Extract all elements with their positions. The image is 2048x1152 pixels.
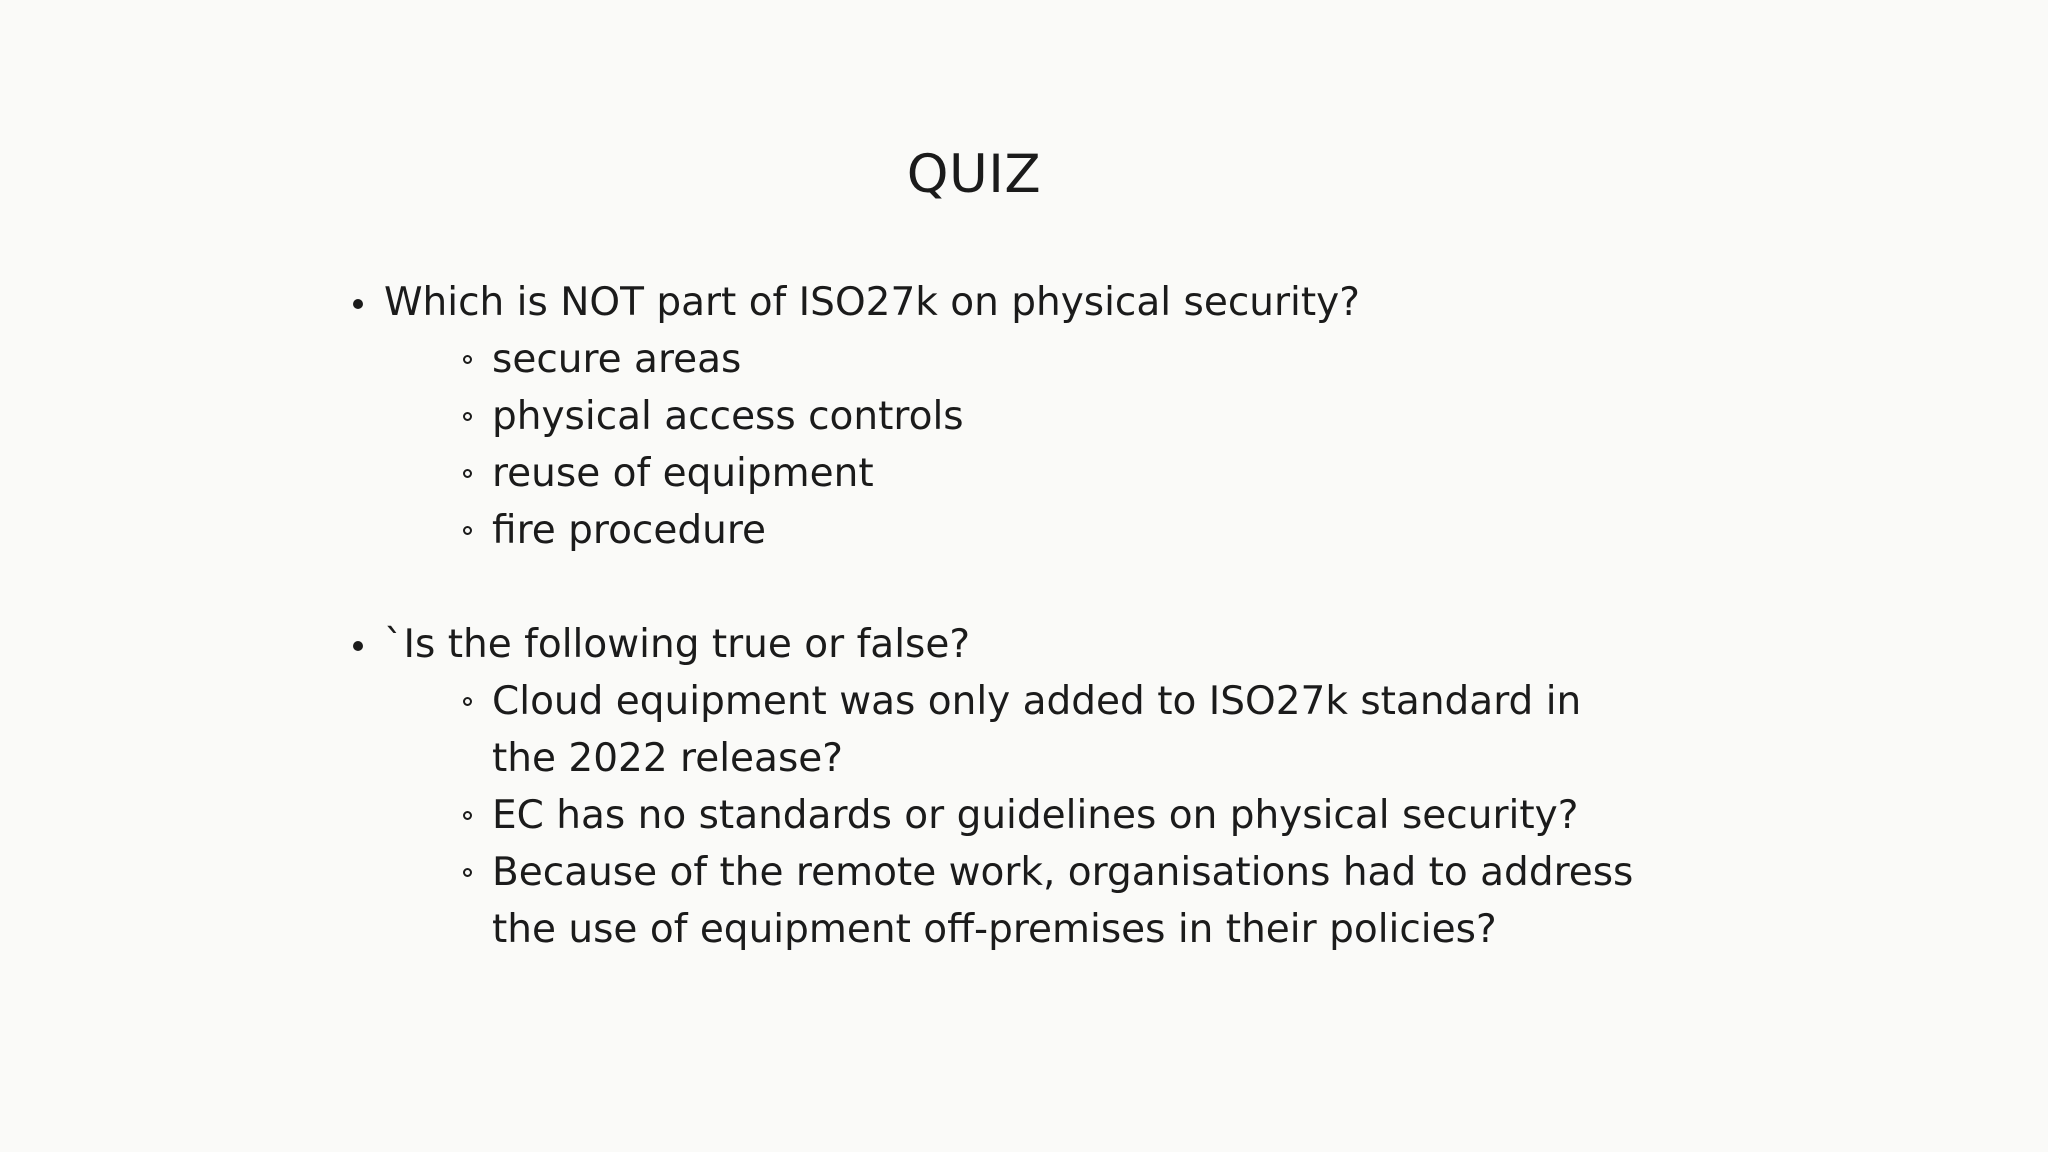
option-text: reuse of equipment: [492, 451, 874, 496]
question-1: [346, 274, 1646, 559]
bullet-icon: [353, 641, 363, 651]
hollow-bullet-icon: [463, 526, 472, 535]
question-text: `Is the following true or false?: [384, 622, 971, 667]
option-list: [384, 331, 1646, 559]
list-item: [384, 787, 1637, 844]
option-text: fire procedure: [492, 508, 767, 553]
hollow-bullet-icon: [463, 412, 472, 421]
option-text: physical access controls: [492, 394, 964, 439]
option-list: [384, 673, 1646, 958]
option-text: secure areas: [492, 337, 742, 382]
list-item: [384, 445, 1637, 502]
hollow-bullet-icon: [463, 697, 472, 706]
hollow-bullet-icon: [463, 469, 472, 478]
list-item: [384, 502, 1637, 559]
list-item: [384, 673, 1637, 787]
list-item: [384, 331, 1637, 388]
hollow-bullet-icon: [463, 355, 472, 364]
slide-body: [346, 274, 1646, 958]
option-text: EC has no standards or guidelines on physical security?: [492, 793, 1579, 838]
slide-title: QUIZ: [906, 144, 1042, 205]
option-text: Cloud equipment was only added to ISO27k standard in the 2022 release?: [492, 679, 1582, 781]
hollow-bullet-icon: [463, 811, 472, 820]
bullet-icon: [353, 299, 363, 309]
option-text: Because of the remote work, organisations had to address the use of equipment off-premises in their policies?: [492, 850, 1634, 952]
list-item: [384, 388, 1637, 445]
hollow-bullet-icon: [463, 868, 472, 877]
question-2: [346, 616, 1646, 958]
question-text: Which is NOT part of ISO27k on physical security?: [384, 280, 1360, 325]
list-item: [384, 844, 1637, 958]
